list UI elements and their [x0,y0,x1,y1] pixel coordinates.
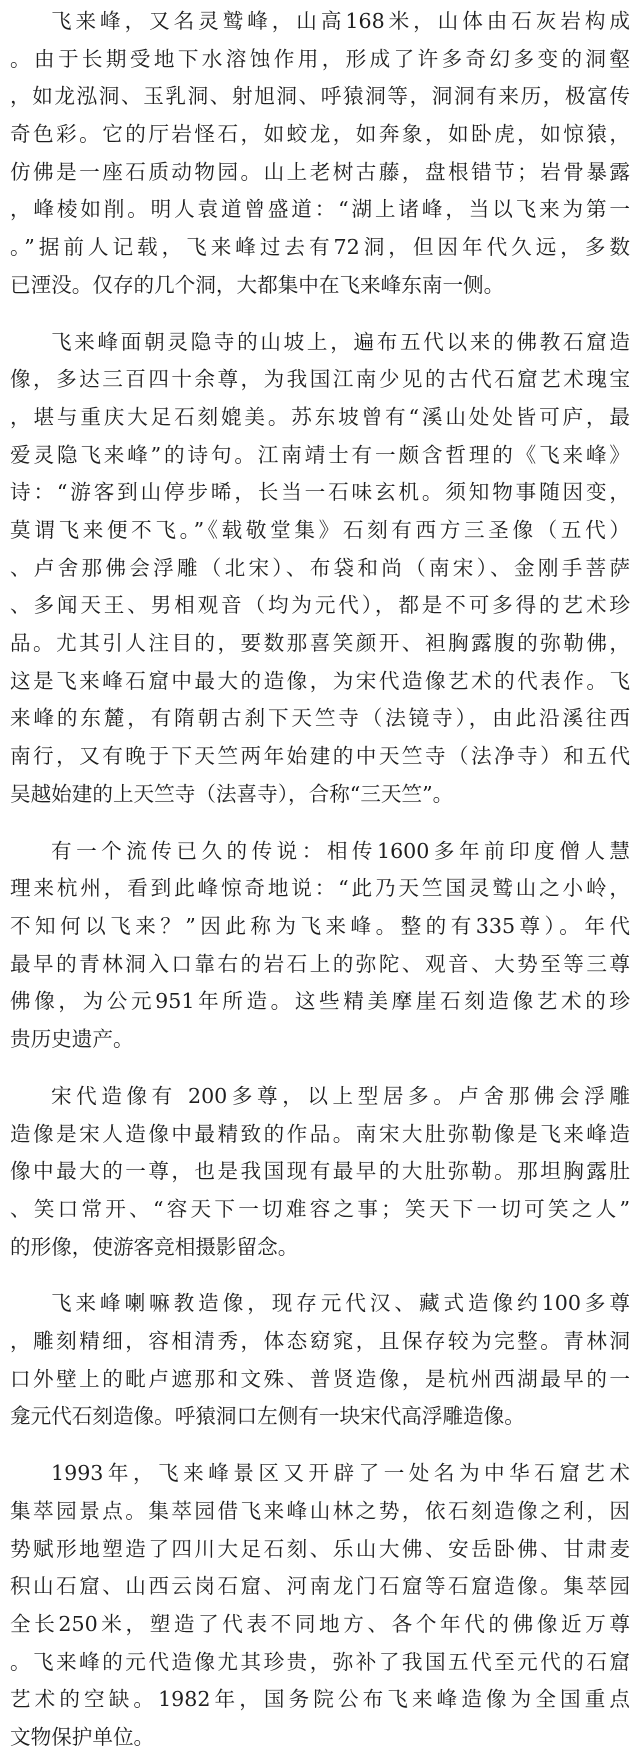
text-line: 、笑口常开、“容天下一切难容之事；笑天下一切可笑之人” [10,1196,630,1221]
text-line: ，堪与重庆大足石刻媲美。苏东坡曾有“溪山处处皆可庐，最 [10,404,630,429]
text-line: 飞来峰面朝灵隐寺的山坡上，遍布五代以来的佛教石窟造 [51,329,630,354]
paragraph-feilaifeng-intro [10,3,630,305]
text-line: 龛元代石刻造像。呼猿洞口左侧有一块宋代高浮雕造像。 [10,1404,525,1429]
text-line: 吴越始建的上天竺寺（法喜寺），合称“三天竺”。 [10,781,454,806]
text-line: 像中最大的一尊，也是我国现有最早的大肚弥勒。那坦胸露肚 [10,1159,630,1184]
text-line: 奇色彩。它的厅岩怪石，如蛟龙，如奔象，如卧虎，如惊猿， [10,122,630,147]
text-line: 理来杭州，看到此峰惊奇地说：“此乃天竺国灵鹫山之小岭， [10,876,630,901]
text-line: 最早的青林洞入口靠右的岩石上的弥陀、观音、大势至等三尊 [10,951,630,976]
text-line: 文物保护单位。 [10,1725,155,1749]
text-line: 的形像，使游客竞相摄影留念。 [10,1234,299,1259]
text-line: 艺术的空缺。1982年，国务院公布飞来峰造像为全国重点 [10,1687,630,1712]
text-line: 像，多达三百四十余尊，为我国江南少见的古代石窟艺术瑰宝 [10,367,630,392]
text-line: 口外壁上的毗卢遮那和文殊、普贤造像，是杭州西湖最早的一 [10,1366,630,1391]
text-line: ，如龙泓洞、玉乳洞、射旭洞、呼猿洞等，洞洞有来历，极富传 [10,84,630,109]
text-line: 1993年，飞来峰景区又开辟了一处名为中华石窟艺术 [51,1461,630,1486]
text-line: 仿佛是一座石质动物园。山上老树古藤，盘根错节；岩骨暴露 [10,159,630,184]
text-line: 。由于长期受地下水溶蚀作用，形成了许多奇幻多变的洞壑 [10,46,630,71]
text-line: 。飞来峰的元代造像尤其珍贵，弥补了我国五代至元代的石窟 [10,1649,630,1674]
text-line: 诗：“游客到山停步晞，长当一石味玄机。须知物事随因变， [10,480,630,505]
text-line: 佛像，为公元951年所造。这些精美摩崖石刻造像艺术的珍 [10,989,630,1014]
text-line: 莫谓飞来便不飞。”《载敬堂集》石刻有西方三圣像（五代） [10,518,630,543]
paragraph-song-dynasty-statues [10,1078,630,1266]
text-line: 全长250米，塑造了代表不同地方、各个年代的佛像近万尊 [10,1611,630,1636]
paragraph-legend [10,833,630,1059]
text-line: 这是飞来峰石窟中最大的造像，为宋代造像艺术的代表作。飞 [10,668,630,693]
text-line: 飞来峰喇嘛教造像，现存元代汉、藏式造像约100多尊 [51,1291,630,1316]
text-line: 来峰的东麓，有隋朝古刹下天竺寺（法镜寺），由此沿溪往西 [10,706,630,731]
paragraph-lamaist-statues [10,1285,630,1436]
text-line: 集萃园景点。集萃园借飞来峰山林之势，依石刻造像之利，因 [10,1498,630,1523]
text-line: 飞来峰，又名灵鹫峰，山高168米，山体由石灰岩构成 [51,9,630,33]
paragraph-grotto-art-garden [10,1455,630,1757]
text-line: 积山石窟、山西云岗石窟、河南龙门石窟等石窟造像。集萃园 [10,1574,630,1599]
text-line: 贵历史遗产。 [10,1027,134,1052]
text-line: 不知何以飞来？”因此称为飞来峰。整的有335尊）。年代 [10,914,630,939]
text-line: 造像是宋人造像中最精致的作品。南宋大肚弥勒像是飞来峰造 [10,1121,630,1146]
text-line: 南行，又有晚于下天竺两年始建的中天竺寺（法净寺）和五代 [10,744,630,769]
text-line: 、多闻天王、男相观音（均为元代），都是不可多得的艺术珍 [10,593,630,618]
text-line: 已湮没。仅存的几个洞，大都集中在飞来峰东南一侧。 [10,272,505,297]
text-line: 爱灵隐飞来峰”的诗句。江南靖士有一颇含哲理的《飞来峰》 [10,442,630,467]
text-line: 宋代造像有 200多尊，以上型居多。卢舍那佛会浮雕 [51,1083,630,1108]
text-line: ，峰棱如削。明人袁道曾盛道：“湖上诸峰，当以飞来为第一 [10,197,630,222]
text-line: 。”据前人记载，飞来峰过去有72洞，但因年代久远，多数 [10,235,630,260]
text-line: 有一个流传已久的传说：相传1600多年前印度僧人慧 [51,838,630,863]
text-line: 品。尤其引人注目的，要数那喜笑颜开、袒胸露腹的弥勒佛， [10,631,630,656]
text-line: 势赋形地塑造了四川大足石刻、乐山大佛、安岳卧佛、甘肃麦 [10,1536,630,1561]
paragraph-buddhist-grottoes [10,324,630,814]
text-line: 、卢舍那佛会浮雕（北宋）、布袋和尚（南宋）、金刚手菩萨 [10,555,630,580]
text-line: ，雕刻精细，容相清秀，体态窈窕，且保存较为完整。青林洞 [10,1329,630,1354]
